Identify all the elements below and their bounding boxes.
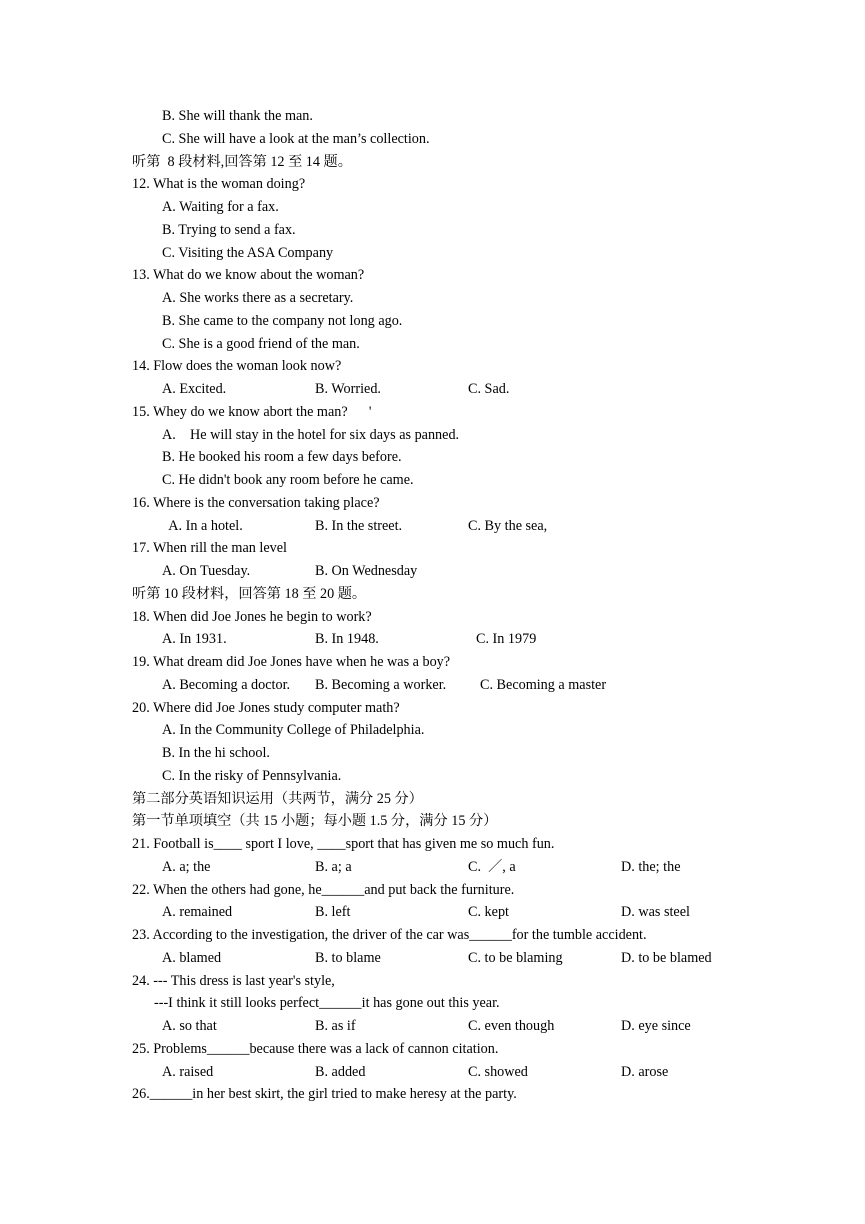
- answer-option: A. Becoming a doctor.: [162, 676, 291, 693]
- answer-option: A. On Tuesday.: [162, 563, 251, 579]
- question-text: 15. Whey do we know abort the man? ': [132, 403, 372, 420]
- answer-option: B. In the hi school.: [162, 745, 270, 761]
- question-text: 19. What dream did Joe Jones have when he was a boy?: [132, 654, 451, 670]
- answer-option: C. He didn't book any room before he came.: [162, 472, 414, 488]
- answer-option: D. eye since: [621, 1018, 691, 1034]
- answer-option: A. Excited.: [162, 381, 227, 397]
- answer-option: C. In the risky of Pennsylvania.: [162, 767, 342, 784]
- answer-option: A. He will stay in the hotel for six days as panned.: [162, 426, 460, 443]
- answer-option: A. remained: [162, 904, 233, 921]
- answer-option: B. She came to the company not long ago.: [162, 312, 403, 329]
- question-text: 16. Where is the conversation taking place?: [132, 494, 380, 511]
- option-row: [0, 1015, 865, 1037]
- answer-option: B. to blame: [315, 949, 381, 966]
- option-row: [0, 515, 865, 537]
- answer-option: A. In 1931.: [162, 631, 227, 648]
- option-row: [0, 378, 865, 400]
- answer-option: C. showed: [468, 1063, 528, 1080]
- answer-option: C. Sad.: [468, 381, 510, 397]
- answer-option: C. ／, a: [468, 858, 516, 875]
- option-row: [0, 856, 865, 878]
- question-text: 17. When rill the man level: [132, 540, 287, 557]
- answer-option: B. Worried.: [315, 381, 381, 397]
- answer-option: C. She is a good friend of the man.: [162, 335, 360, 352]
- question-text: 23. According to the investigation, the driver of the car was______for the tumble accident.: [132, 927, 647, 943]
- answer-option: B. She will thank the man.: [162, 108, 313, 124]
- answer-option: B. On Wednesday: [315, 563, 418, 579]
- section-heading: 第一节单项填空（共 15 小题；每小题 1.5 分，满分 15 分）: [132, 813, 498, 830]
- dialog-line: ---I think it still looks perfect______it has gone out this year.: [154, 995, 500, 1012]
- question-text: 24. --- This dress is last year's style,: [132, 972, 335, 989]
- option-row: [0, 628, 865, 650]
- question-text: 21. Football is____ sport I love, ____sport that has given me so much fun.: [132, 836, 555, 852]
- question-text: 26.______in her best skirt, the girl tried to make heresy at the party.: [132, 1086, 517, 1103]
- answer-option: B. In 1948.: [315, 631, 379, 648]
- question-text: 25. Problems______because there was a lack of cannon citation.: [132, 1040, 499, 1057]
- section-heading: 听第 10 段材料，回答第 18 至 20 题。: [132, 585, 367, 602]
- answer-option: B. Becoming a worker.: [315, 676, 447, 693]
- answer-option: A. Waiting for a fax.: [162, 199, 279, 215]
- option-row: [0, 1061, 865, 1083]
- answer-option: B. added: [315, 1063, 366, 1080]
- answer-option: A. In a hotel.: [162, 517, 243, 534]
- answer-option: B. a; a: [315, 858, 352, 875]
- answer-option: C. to be blaming: [468, 949, 563, 966]
- answer-option: A. blamed: [162, 949, 222, 966]
- answer-option: D. arose: [621, 1063, 669, 1080]
- answer-option: B. He booked his room a few days before.: [162, 449, 402, 466]
- answer-option: C. Becoming a master: [480, 676, 607, 693]
- answer-option: A. a; the: [162, 858, 211, 875]
- option-row: [0, 901, 865, 923]
- question-text: 22. When the others had gone, he______and put back the furniture.: [132, 881, 515, 898]
- answer-option: A. so that: [162, 1018, 217, 1034]
- answer-option: C. In 1979: [476, 631, 537, 648]
- answer-option: A. raised: [162, 1063, 214, 1080]
- answer-option: C. She will have a look at the man’s collection.: [162, 130, 430, 147]
- answer-option: C. By the sea,: [468, 517, 548, 534]
- section-heading: 听第 8 段材料,回答第 12 至 14 题。: [132, 153, 352, 170]
- answer-option: B. In the street.: [315, 517, 403, 534]
- question-text: 12. What is the woman doing?: [132, 176, 306, 193]
- question-text: 14. Flow does the woman look now?: [132, 358, 342, 375]
- answer-option: D. the; the: [621, 858, 681, 875]
- question-text: 13. What do we know about the woman?: [132, 267, 365, 284]
- option-row: [0, 947, 865, 969]
- answer-option: D. to be blamed: [621, 949, 712, 966]
- answer-option: C. kept: [468, 904, 509, 921]
- answer-option: C. Visiting the ASA Company: [162, 244, 334, 261]
- answer-option: C. even though: [468, 1018, 555, 1034]
- answer-option: B. left: [315, 904, 351, 921]
- question-text: 18. When did Joe Jones he begin to work?: [132, 608, 372, 625]
- answer-option: B. as if: [315, 1018, 356, 1034]
- question-text: 20. Where did Joe Jones study computer math?: [132, 699, 400, 716]
- option-row: [0, 560, 865, 582]
- answer-option: D. was steel: [621, 904, 690, 921]
- option-row: [0, 674, 865, 696]
- section-heading: 第二部分英语知识运用（共两节，满分 25 分）: [132, 790, 423, 807]
- answer-option: B. Trying to send a fax.: [162, 221, 296, 238]
- answer-option: A. In the Community College of Philadelphia.: [162, 722, 425, 739]
- answer-option: A. She works there as a secretary.: [162, 290, 354, 306]
